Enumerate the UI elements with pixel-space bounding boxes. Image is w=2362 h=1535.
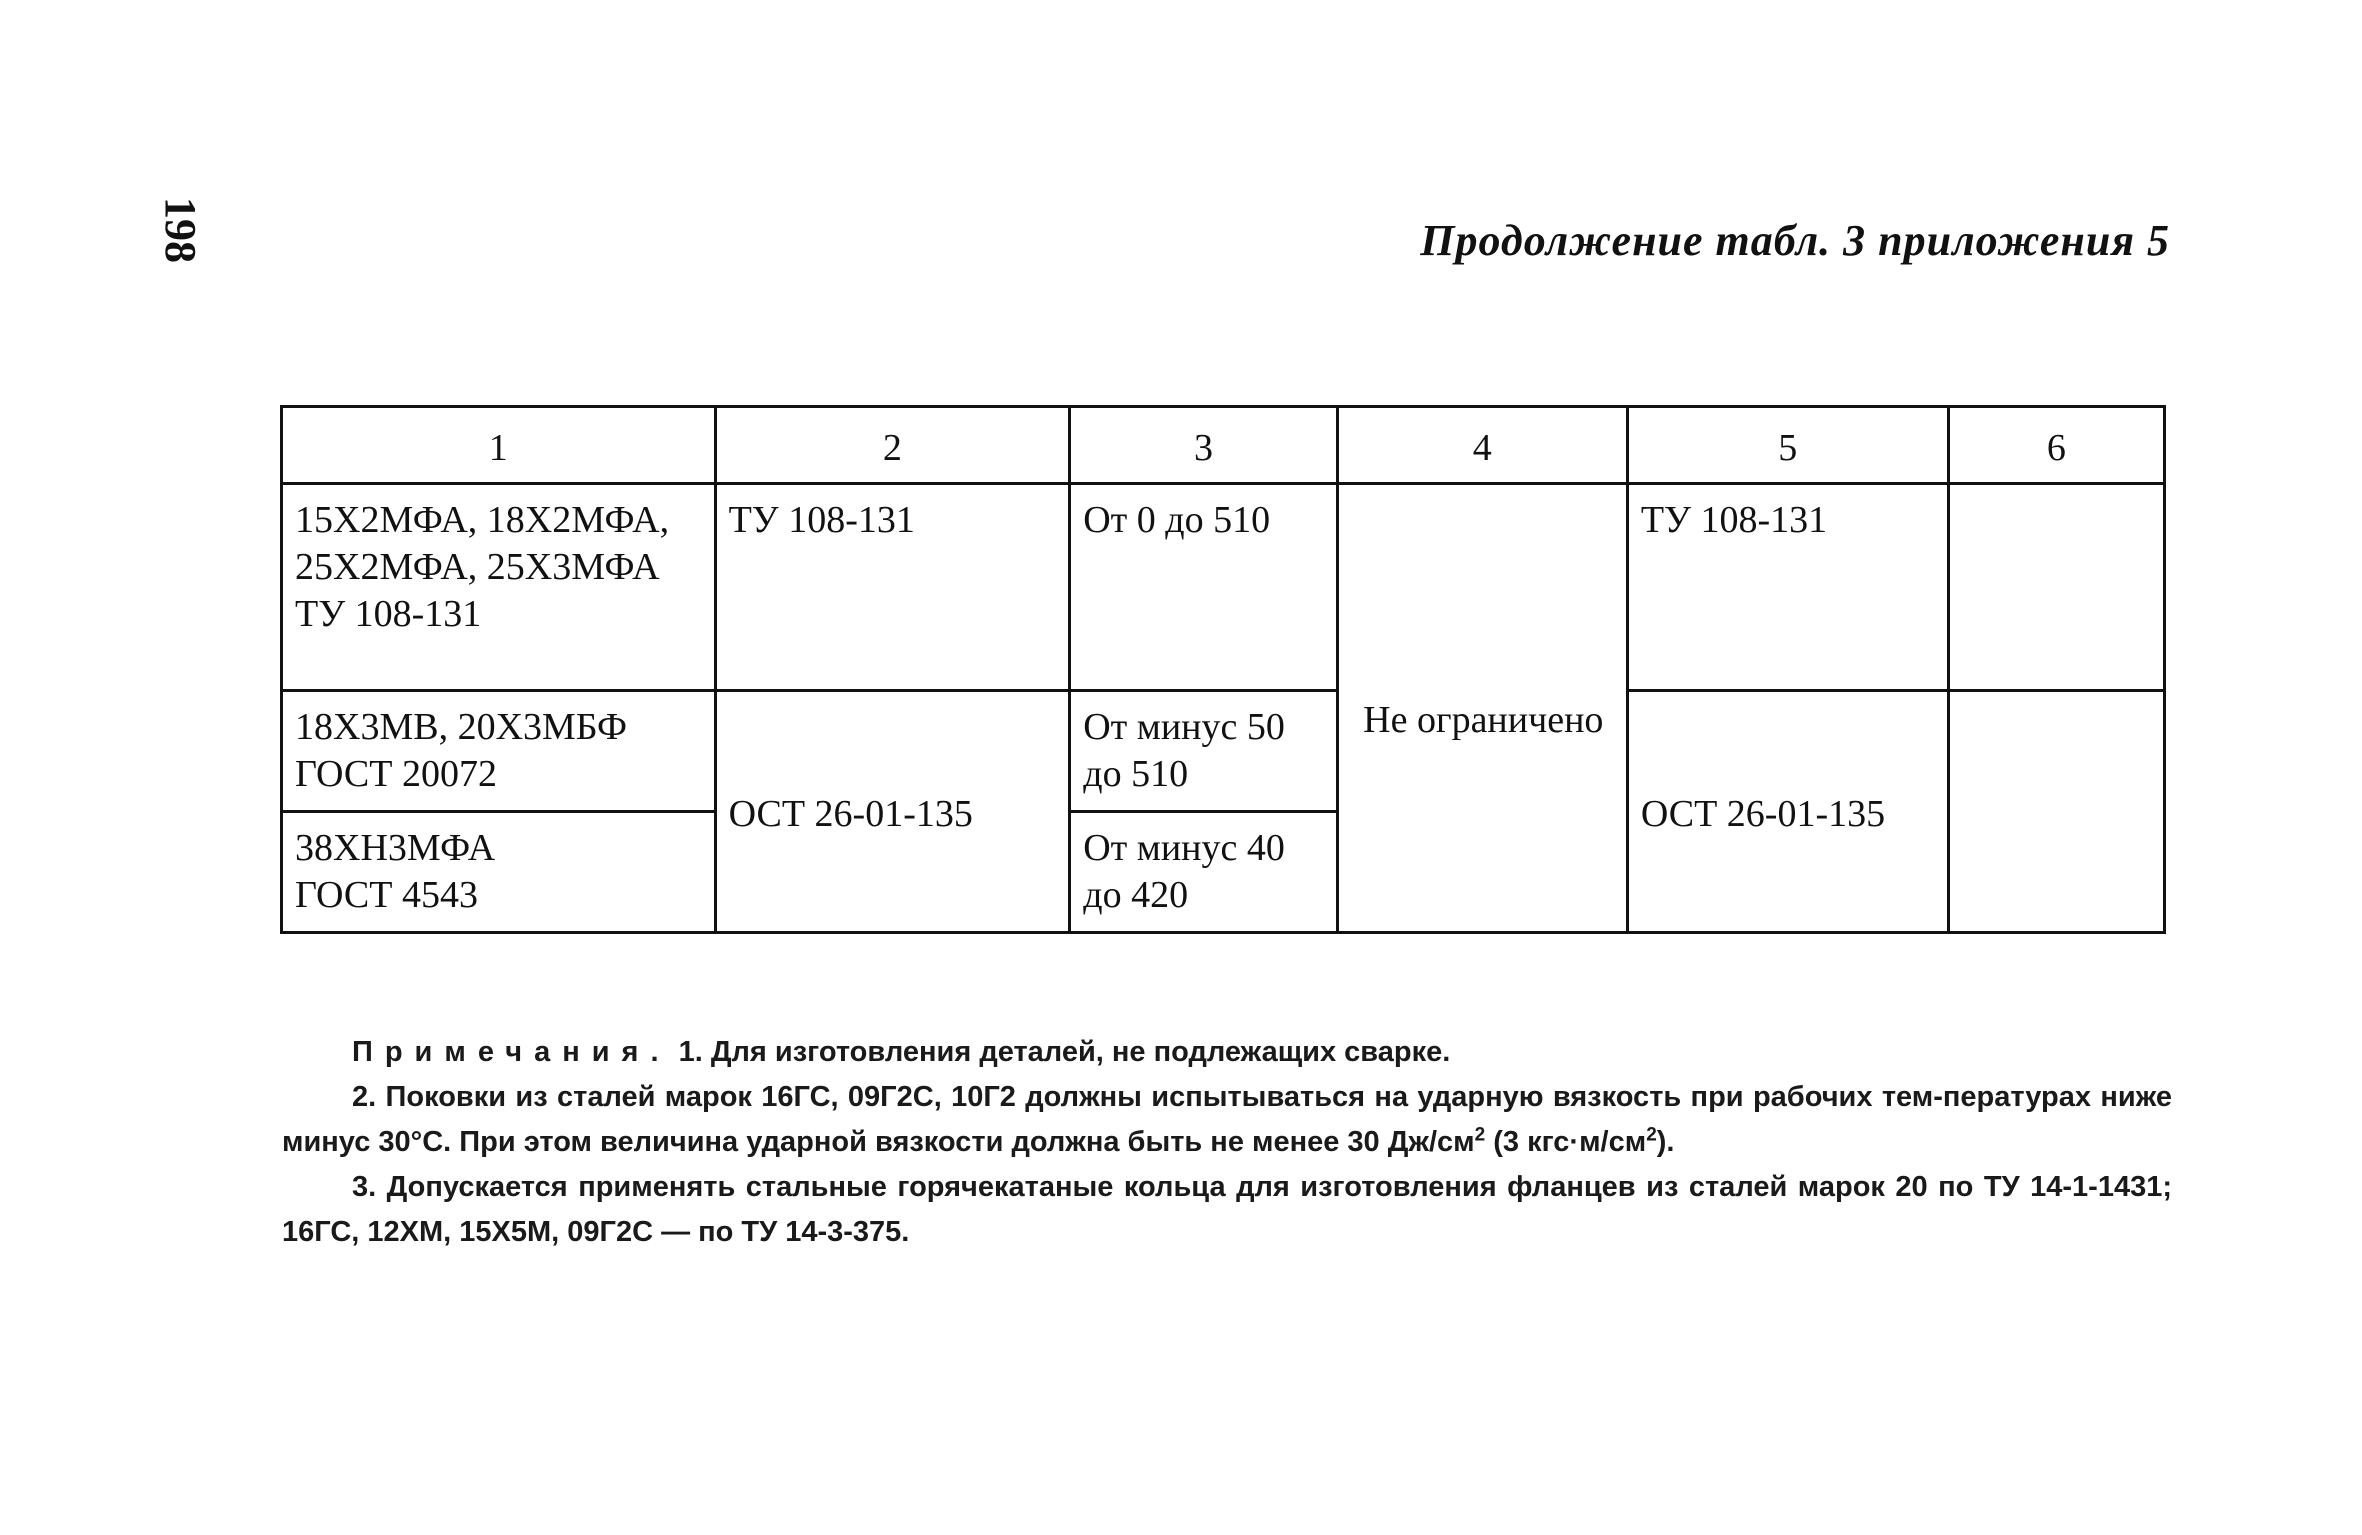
notes-section bbox=[282, 1030, 2172, 1255]
note-2-text-end: ). bbox=[1656, 1126, 1675, 1158]
notes-heading: Примечания. bbox=[352, 1036, 671, 1068]
steel-grade-cell bbox=[282, 691, 716, 812]
column-header-3: 3 bbox=[1070, 407, 1338, 484]
steel-grade-line: ТУ 108-131 bbox=[295, 593, 482, 635]
standard-cell: ОСТ 26-01-135 bbox=[1627, 691, 1948, 933]
temperature-range-line: до 510 bbox=[1083, 753, 1189, 795]
column-header-5: 5 bbox=[1627, 407, 1948, 484]
temperature-range-line: до 420 bbox=[1083, 874, 1189, 916]
table-row bbox=[282, 691, 2165, 812]
limit-cell: Не ограничено bbox=[1337, 484, 1627, 933]
specification-table bbox=[280, 405, 2166, 934]
table-header-row bbox=[282, 407, 2165, 484]
temperature-range-cell bbox=[1070, 812, 1338, 933]
steel-grade-line: 15Х2МФА, 18Х2МФА, bbox=[295, 499, 670, 541]
temperature-range-line: От минус 50 bbox=[1083, 706, 1285, 748]
temperature-range-line: От 0 до 510 bbox=[1083, 499, 1271, 541]
column-header-1: 1 bbox=[282, 407, 716, 484]
page-number: 198 bbox=[156, 197, 205, 263]
steel-grade-cell bbox=[282, 484, 716, 691]
steel-grade-line: ГОСТ 20072 bbox=[295, 753, 497, 795]
column-header-6: 6 bbox=[1948, 407, 2164, 484]
table-row bbox=[282, 484, 2165, 691]
column-header-4: 4 bbox=[1337, 407, 1627, 484]
temperature-range-cell bbox=[1070, 691, 1338, 812]
note-2 bbox=[282, 1075, 2172, 1165]
empty-cell bbox=[1948, 484, 2164, 691]
table-continuation-title: Продолжение табл. 3 приложения 5 bbox=[1420, 216, 2170, 265]
standard-cell: ОСТ 26-01-135 bbox=[715, 691, 1070, 933]
steel-grade-line: ГОСТ 4543 bbox=[295, 874, 478, 916]
superscript: 2 bbox=[1474, 1124, 1486, 1146]
standard-cell: ТУ 108-131 bbox=[715, 484, 1070, 691]
steel-grade-line: 25Х2МФА, 25Х3МФА bbox=[295, 546, 660, 588]
empty-cell bbox=[1948, 691, 2164, 933]
steel-grade-line: 38ХН3МФА bbox=[295, 827, 496, 869]
temperature-range-line: От минус 40 bbox=[1083, 827, 1285, 869]
superscript: 2 bbox=[1646, 1124, 1657, 1146]
steel-grade-line: 18Х3МВ, 20Х3МБФ bbox=[295, 706, 628, 748]
steel-grade-cell bbox=[282, 812, 716, 933]
note-2-text: 2. Поковки из сталей марок 16ГС, 09Г2С, 10Г2 должны испытываться на ударную вязкость при рабочих тем-пературах ниже минус 30°С. При этом величина ударной вязкости должна быть не менее 30 Дж/см bbox=[282, 1081, 2172, 1158]
note-3: 3. Допускается применять стальные горячекатаные кольца для изготовления фланцев из сталей марок 20 по ТУ 14-1-1431; 16ГС, 12ХМ, 15Х5М, 09Г2С — по ТУ 14-3-375. bbox=[282, 1171, 2172, 1248]
note-2-text-cont: (3 кгс·м/см bbox=[1485, 1126, 1647, 1158]
note-1 bbox=[282, 1030, 2172, 1075]
temperature-range-cell bbox=[1070, 484, 1338, 691]
note-1-text: 1. Для изготовления деталей, не подлежащих сварке. bbox=[678, 1036, 1451, 1068]
column-header-2: 2 bbox=[715, 407, 1070, 484]
standard-cell: ТУ 108-131 bbox=[1627, 484, 1948, 691]
